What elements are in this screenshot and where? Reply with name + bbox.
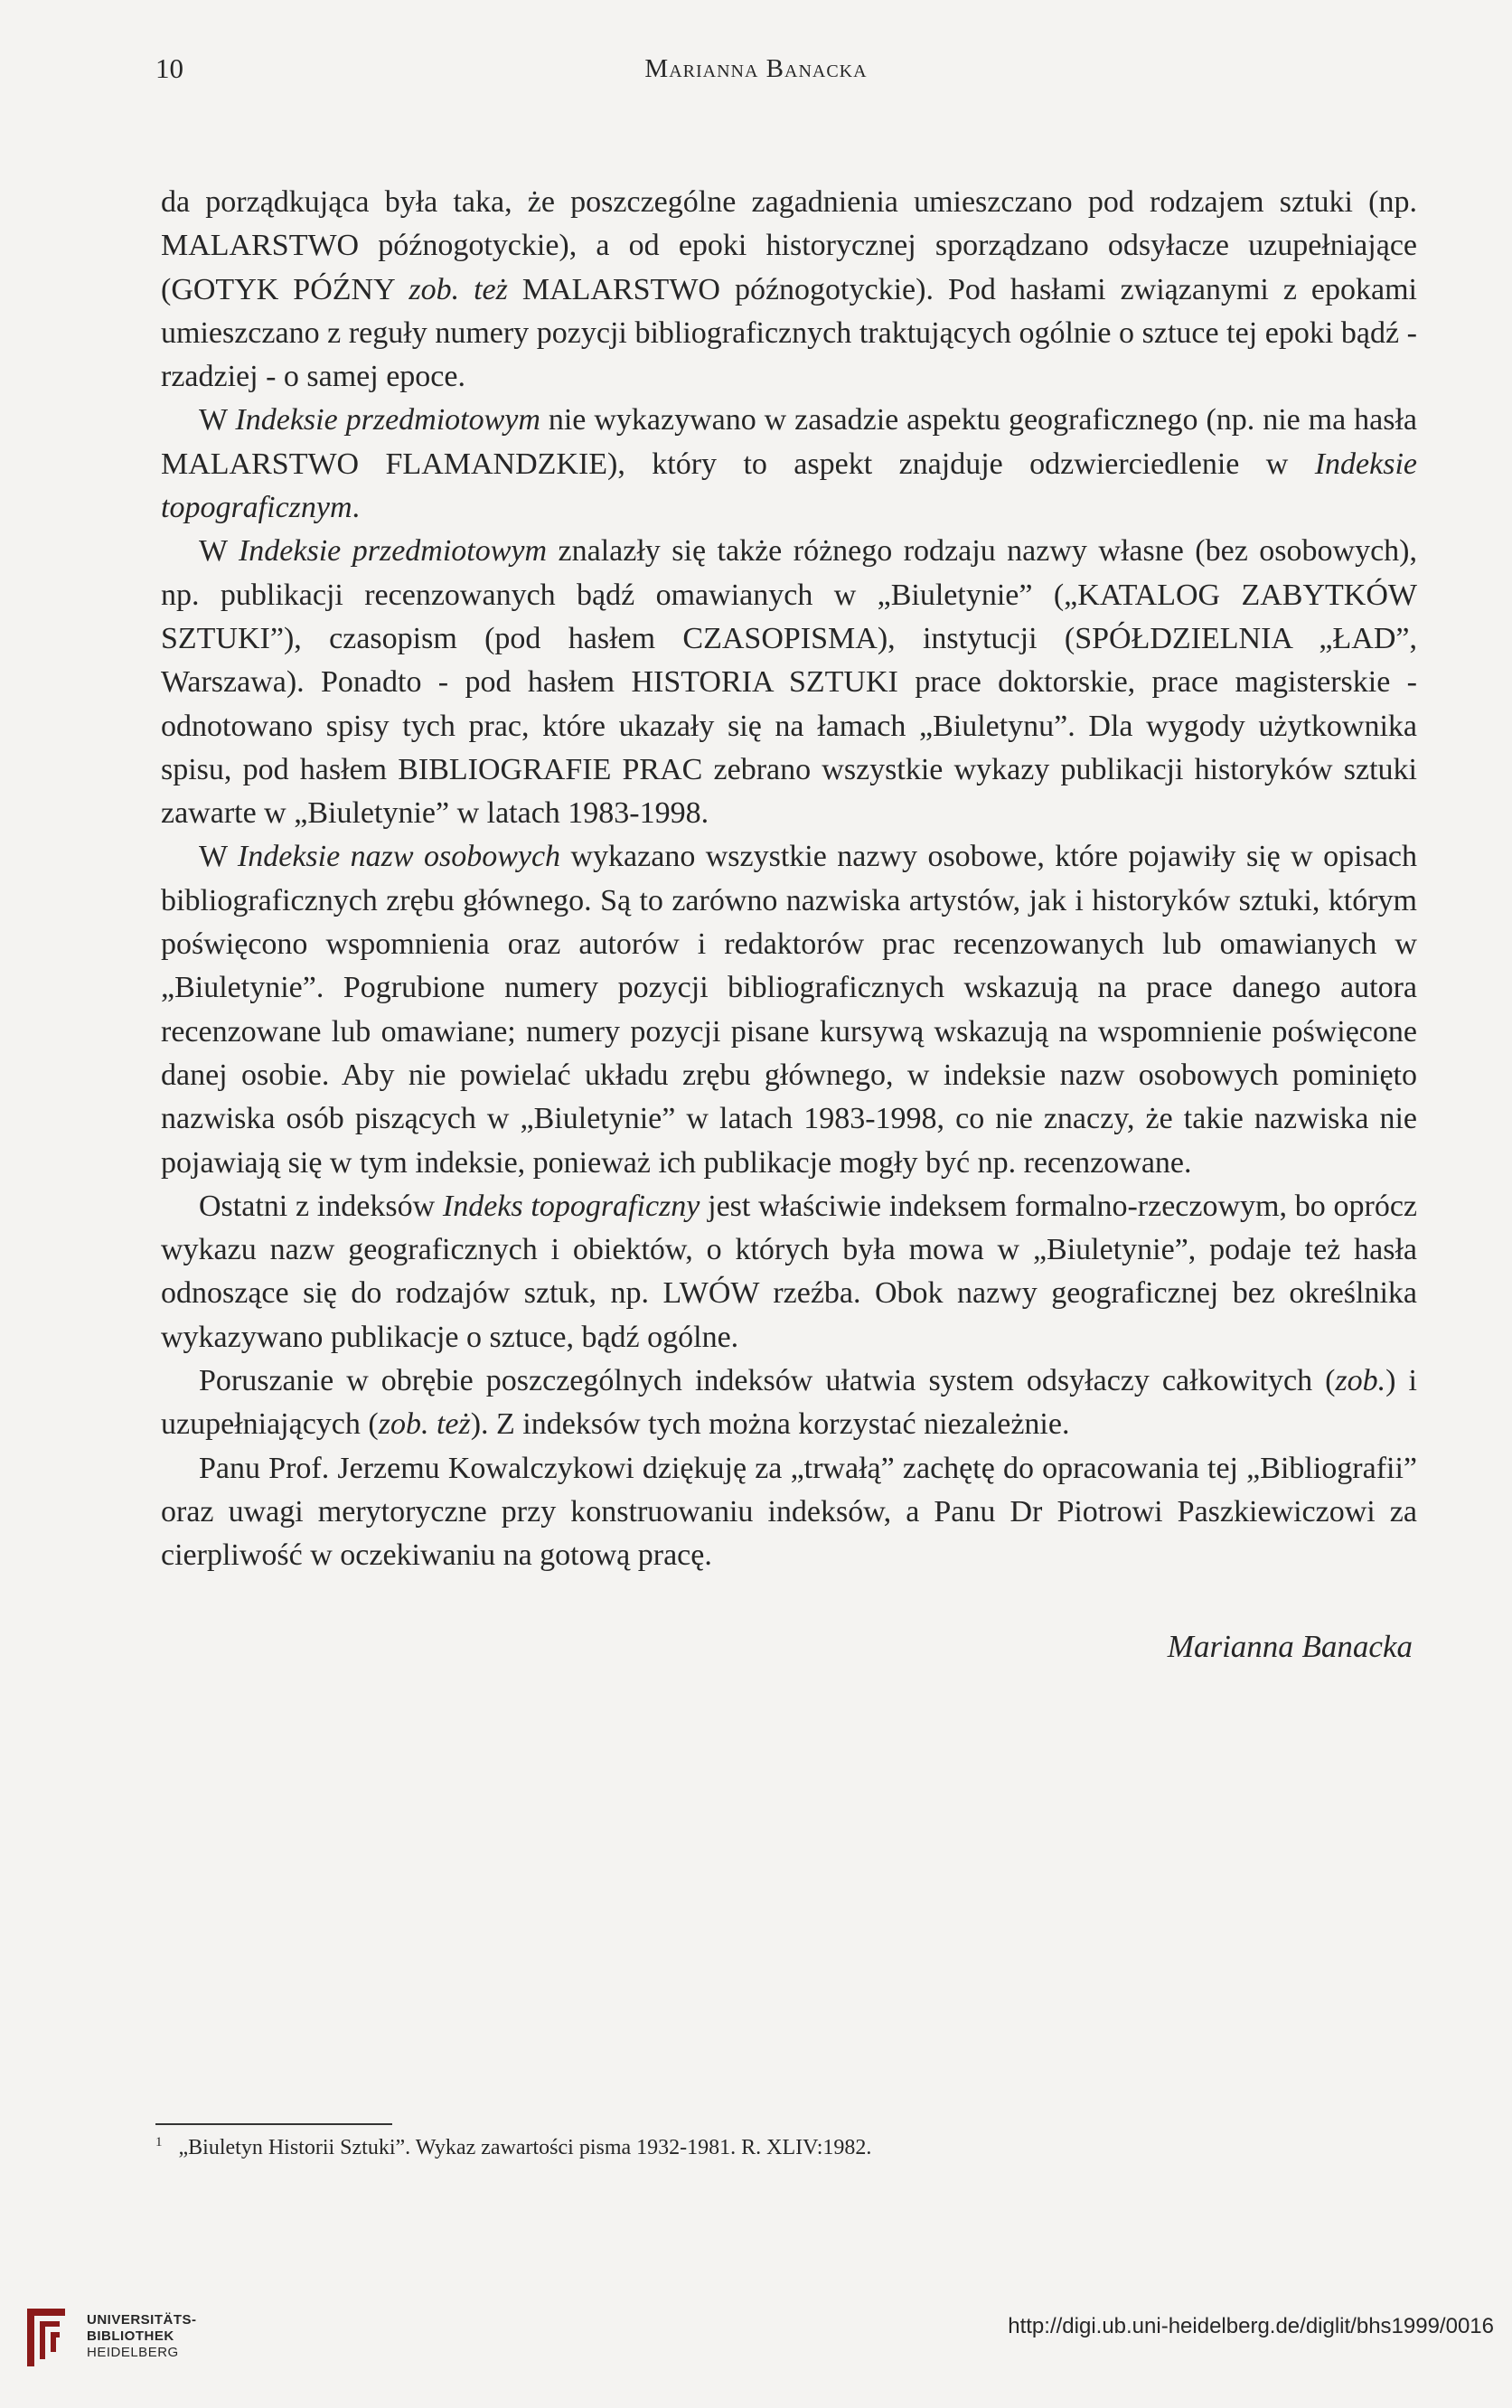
footnote-rule <box>155 2123 392 2125</box>
text-segment: Poruszanie w obrębie poszczególnych indeksów ułatwia system odsyłaczy całkowitych ( <box>199 1364 1336 1398</box>
italic-text: Indeksie przedmiotowym <box>238 534 548 569</box>
text-segment: wykazano wszystkie nazwy osobowe, które pojawiły się w opisach bibliograficznych zrębu głównego. Są to zarówno nazwiska artystów, jak i historyków sztuki, którym poświęcono wspomnienia oraz autorów i redaktorów prac recenzowanych lub omawianych w „Biuletynie”. Pogrubione numery pozycji bibliograficznych wskazują na prace danego autora recenzowane lub omawiane; numery pozycji pisane kursywą wskazują na wspomnienie poświęcone danej osobie. Aby nie powielać układu zrębu głównego, w indeksie nazw osobowych pominięto nazwiska osób piszących w „Biuletynie” w latach 1983-1998, co nie znaczy, że takie nazwiska nie pojawiają się w tym indeksie, ponieważ ich publikacje mogły być np. recenzowane. <box>161 840 1417 1180</box>
paragraph <box>161 530 1417 835</box>
library-name-line1: UNIVERSITÄTS- <box>87 2312 197 2328</box>
text-segment: znalazły się także różnego rodzaju nazwy własne (bez osobowych), np. publikacji recenzowanych bądź omawianych w „Biuletynie” („KATALOG ZABYTKÓW SZTUKI”), czasopism (pod hasłem CZASOPISMA), instytucji (SPÓŁDZIELNIA „ŁAD”, Warszawa). Ponadto - pod hasłem HISTORIA SZTUKI prace doktorskie, prace magisterskie - odnotowano spisy tych prac, które ukazały się na łamach „Biuletynu”. Dla wygody użytkownika spisu, pod hasłem BIBLIOGRAFIE PRAC zebrano wszystkie wykazy publikacji historyków sztuki zawarte w „Biuletynie” w latach 1983-1998. <box>161 534 1417 831</box>
paragraph <box>161 1447 1417 1578</box>
footnote-text: „Biuletyn Historii Sztuki”. Wykaz zawartości pisma 1932-1981. R. XLIV:1982. <box>178 2136 872 2159</box>
paragraph <box>161 835 1417 1184</box>
text-segment: W <box>199 403 236 437</box>
paragraph <box>161 1185 1417 1359</box>
running-head: Marianna Banacka <box>644 54 868 83</box>
italic-text: Indeksie nazw osobowych <box>237 840 561 874</box>
signature: Marianna Banacka <box>1167 1629 1413 1664</box>
page-header <box>0 52 1512 89</box>
text-segment: Panu Prof. Jerzemu Kowalczykowi dziękuję za „trwałą” zachętę do opracowania tej „Bibliografii” oraz uwagi merytoryczne przy konstruowaniu indeksów, a Panu Dr Piotrowi Paszkiewiczowi za cierpliwość w oczekiwaniu na gotową pracę. <box>161 1451 1417 1573</box>
page-number: 10 <box>155 52 183 84</box>
italic-text: zob. też <box>409 272 508 306</box>
text-segment: MALARSTWO późnogotyckie). Pod hasłami związanymi z epokami umieszczano z reguły numery pozycji bibliograficznych traktujących ogólnie o sztuce tej epoki bądź - rzadziej - o samej epoce. <box>161 272 1417 394</box>
text-segment: da porządkująca była taka, że poszczególne zagadnienia umieszczano pod rodzajem sztuki (np. MALARSTWO późnogotyckie), a od epoki historycznej sporządzano odsyłacze uzupełniające (GOTYK PÓŹNY <box>161 185 1417 306</box>
paragraph <box>161 181 1417 399</box>
library-name-line3: HEIDELBERG <box>87 2345 179 2360</box>
text-segment: nie wykazywano w zasadzie aspektu geograficznego (np. nie ma hasła MALARSTWO FLAMANDZKIE), który to aspekt znajduje odzwierciedlenie w <box>161 403 1417 481</box>
italic-text: Indeksie przedmiotowym <box>235 403 540 437</box>
paragraph <box>161 1359 1417 1447</box>
text-segment: ). Z indeksów tych można korzystać niezależnie. <box>470 1407 1070 1442</box>
footnote <box>155 2135 871 2160</box>
text-segment: ) i uzupełniających ( <box>161 1364 1417 1442</box>
library-logo-icon <box>20 2303 74 2372</box>
text-segment: . <box>352 491 361 525</box>
text-segment: jest właściwie indeksem formalno-rzeczowym, bo oprócz wykazu nazw geograficznych i obiektów, o których była mowa w „Biuletynie”, podaje też hasła odnoszące się do rodzajów sztuk, np. LWÓW rzeźba. Obok nazwy geograficznej bez określnika wykazywano publikacje o sztuce, bądź ogólne. <box>161 1189 1417 1354</box>
paragraph <box>161 399 1417 530</box>
text-segment: W <box>199 840 238 874</box>
italic-text: Indeksie topograficznym <box>161 447 1417 525</box>
footer <box>0 2278 1512 2408</box>
italic-text: Indeks topograficzny <box>442 1189 700 1223</box>
text-segment: W <box>199 534 239 569</box>
footnote-marker: 1 <box>155 2135 163 2149</box>
italic-text: zob. <box>1335 1364 1386 1398</box>
library-name-line2: BIBLIOTHEK <box>87 2328 174 2344</box>
text-segment: Ostatni z indeksów <box>199 1189 443 1223</box>
library-name <box>87 2312 197 2361</box>
source-url[interactable]: http://digi.ub.uni-heidelberg.de/diglit/bhs1999/0016 <box>1008 2314 1494 2338</box>
body-text <box>161 181 1417 1578</box>
italic-text: zob. też <box>378 1407 471 1442</box>
